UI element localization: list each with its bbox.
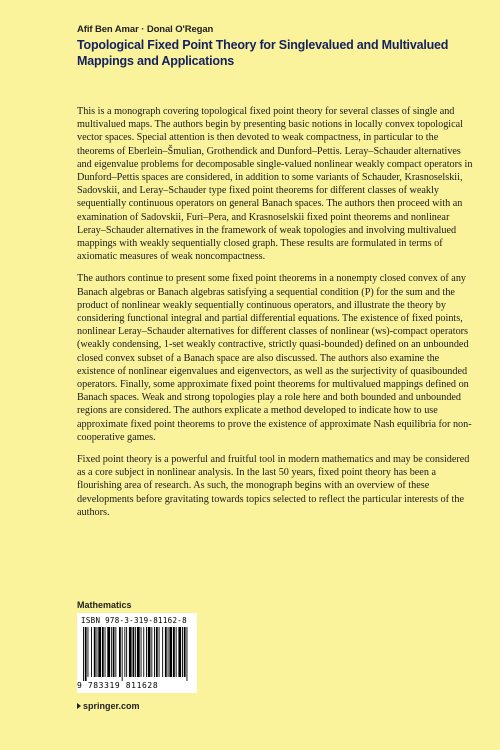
authors: Afif Ben Amar · Donal O'Regan <box>77 24 214 35</box>
publisher-website[interactable] <box>77 701 140 711</box>
barcode <box>77 613 197 693</box>
subject-label: Mathematics <box>77 600 132 610</box>
blurb-paragraph-3: Fixed point theory is a powerful and fruitful tool in modern mathematics and may be considered as a core subject in nonlinear analysis. In the last 50 years, fixed point theory has been a flourishing area of research. As such, the monograph begins with an overview of these developments before gravitating towards topics selected to reflect the particular interests of the authors. <box>77 454 470 518</box>
barcode-bars-icon <box>81 627 193 681</box>
blurb-paragraph-2: The authors continue to present some fixed point theorems in a nonempty closed convex of any Banach algebras or Banach algebras satisfying a sequential condition (P) for the sum and the product of nonlinear weakly sequentially continuous operators, and illustrate the theory by considering functional integral and partial differential equations. The existence of fixed points, nonlinear Leray–Schauder alternatives for different classes of nonlinear (ws)-compact operators (weakly condensing, 1-set weakly contractive, strictly quasi-bounded) defined on an unbounded closed convex subset of a Banach space are also discussed. The authors also examine the existence of nonlinear eigenvalues and eigenvectors, as well as the surjectivity of quasibounded operators. Finally, some approximate fixed point theorems for multivalued mappings defined on Banach spaces. Weak and strong topologies play a role here and both bounded and unbounded regions are considered. The authors explicate a method developed to indicate how to use approximate fixed point theorems to prove the existence of approximate Nash equilibria for non-cooperative games. <box>77 273 472 443</box>
book-title: Topological Fixed Point Theory for Singlevalued and Multivalued Mappings and Applications <box>77 38 449 68</box>
website-label: springer.com <box>83 701 140 711</box>
blurb <box>77 105 477 528</box>
isbn-text: ISBN 978-3-319-81162-8 <box>81 616 187 625</box>
barcode-digits: 9 783319 811628 <box>77 681 159 690</box>
arrow-right-icon <box>77 703 81 709</box>
blurb-paragraph-1: This is a monograph covering topological fixed point theory for several classes of single and multivalued maps. The authors begin by presenting basic notions in locally convex topological vector spaces. Special attention is then devoted to weak compactness, in particular to the theorems of Eberlein–Šmulian, Grothendick and Dunford–Pettis. Leray–Schauder alternatives and eigenvalue problems for decomposable single-valued nonlinear weakly compact operators in Dunford–Pettis spaces are considered, in addition to some variants of Schauder, Krasnoselskii, Sadovskii, and Leray–Schauder type fixed point theorems for different classes of weakly sequentially continuous operators on general Banach spaces. The authors then proceed with an examination of Sadovskii, Furi–Pera, and Krasnoselskii fixed point theorems and nonlinear Leray–Schauder alternatives in the framework of weak topologies and involving multivalued mappings with weakly sequentially closed graph. These results are formulated in terms of axiomatic measures of weak noncompactness. <box>77 106 473 263</box>
